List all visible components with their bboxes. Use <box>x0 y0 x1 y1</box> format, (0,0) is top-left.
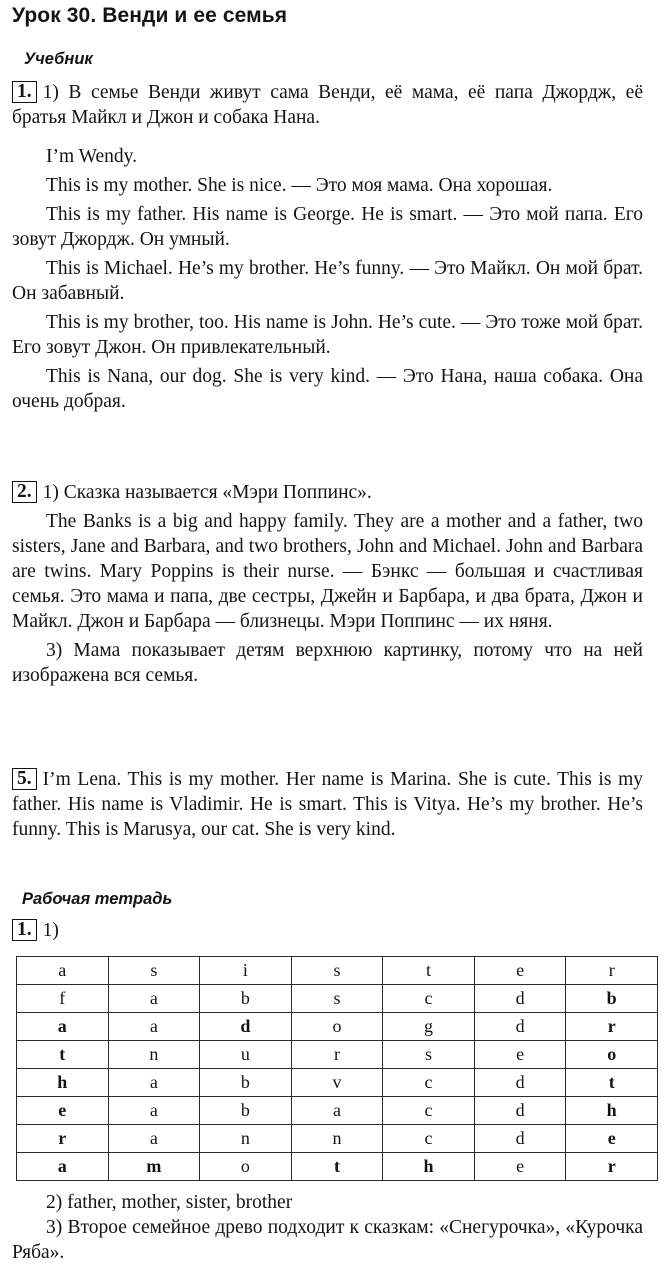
letter-grid-cell: b <box>200 985 292 1013</box>
workbook-exercise-1-heading <box>12 918 643 943</box>
letter-grid-cell: d <box>474 985 566 1013</box>
letter-grid-cell: g <box>383 1013 475 1041</box>
letter-grid-cell: b <box>200 1069 292 1097</box>
letter-grid <box>16 956 658 1181</box>
letter-grid-row <box>17 1097 658 1125</box>
letter-grid-cell: o <box>200 1153 292 1181</box>
exercise-2-text: The Banks is a big and happy family. They are a mother and a father, two sisters, Jane and Barbara, and two brothers, John and Michael. John and Barbara are twins. Mary Poppins is their nurse. — Бэнкс — большая и счастливая семья. Это мама и папа, две сестры, Джейн и Барбара, и два брата, Джон и Майкл. Джон и Барбара — близнецы. Мэри Поппинс — их няня. <box>12 511 643 632</box>
letter-grid-cell: s <box>383 1041 475 1069</box>
workbook-item-1: 1) <box>42 920 59 941</box>
letter-grid-cell: e <box>474 1153 566 1181</box>
exercise-2-textbook <box>12 480 643 688</box>
letter-grid-cell: b <box>200 1097 292 1125</box>
lesson-title: Урок 30. Венди и ее семья <box>12 4 288 27</box>
letter-grid-row <box>17 1013 658 1041</box>
letter-grid-cell: a <box>108 1125 200 1153</box>
letter-grid-row <box>17 1125 658 1153</box>
letter-grid-cell: r <box>566 957 658 985</box>
letter-grid-cell: a <box>108 1097 200 1125</box>
letter-grid-cell: e <box>474 957 566 985</box>
letter-grid-cell: v <box>291 1069 383 1097</box>
letter-grid-cell: c <box>383 1125 475 1153</box>
letter-grid-cell: a <box>108 1013 200 1041</box>
letter-grid-cell: r <box>566 1013 658 1041</box>
letter-grid-cell: n <box>291 1125 383 1153</box>
letter-grid-cell: m <box>108 1153 200 1181</box>
exercise-1-line: This is Nana, our dog. She is very kind. — Это Нана, наша собака. Она очень добрая. <box>12 366 643 412</box>
letter-grid-cell: r <box>566 1153 658 1181</box>
letter-grid-cell: a <box>17 1013 109 1041</box>
workbook-item-2: 2) father, mother, sister, brother <box>46 1192 293 1213</box>
letter-grid-cell: e <box>17 1097 109 1125</box>
exercise-1-intro-text: 1) В семье Венди живут сама Венди, её мама, её папа Джордж, её братья Майкл и Джон и собака Нана. <box>12 82 643 128</box>
letter-grid-cell: d <box>200 1013 292 1041</box>
exercise-5-textbook <box>12 767 643 842</box>
exercise-1-line: This is Michael. He’s my brother. He’s funny. — Это Майкл. Он мой брат. Он забавный. <box>12 258 643 304</box>
letter-grid-cell: h <box>383 1153 475 1181</box>
letter-grid-cell: d <box>474 1069 566 1097</box>
letter-grid-cell: s <box>291 957 383 985</box>
letter-grid-cell: a <box>108 1069 200 1097</box>
exercise-5-paragraph <box>12 767 643 842</box>
letter-grid-cell: s <box>291 985 383 1013</box>
letter-grid-cell: b <box>566 985 658 1013</box>
letter-grid-cell: d <box>474 1125 566 1153</box>
exercise-1-line: This is my father. His name is George. He is smart. — Это мой папа. Его зовут Джордж. Он умный. <box>12 204 643 250</box>
letter-grid-cell: h <box>566 1097 658 1125</box>
letter-grid-cell: h <box>17 1069 109 1097</box>
letter-grid-cell: d <box>474 1097 566 1125</box>
letter-grid-row <box>17 1153 658 1181</box>
exercise-number-box: 5. <box>12 768 37 790</box>
letter-grid-cell: o <box>291 1013 383 1041</box>
exercise-number-box: 1. <box>12 919 37 941</box>
letter-grid-row <box>17 1041 658 1069</box>
letter-grid-cell: a <box>108 985 200 1013</box>
exercise-5-text: I’m Lena. This is my mother. Her name is Marina. She is cute. This is my father. His name is Vladimir. He is smart. This is Vitya. He’s my brother. He’s funny. This is Marusya, our cat. She is very kind. <box>12 769 643 840</box>
exercise-1-line: This is my brother, too. His name is John. He’s cute. — Это тоже мой брат. Его зовут Джон. Он привлекательный. <box>12 312 643 358</box>
letter-grid-cell: a <box>291 1097 383 1125</box>
letter-grid-cell: c <box>383 985 475 1013</box>
letter-grid-cell: r <box>17 1125 109 1153</box>
letter-grid-cell: s <box>108 957 200 985</box>
exercise-1-textbook <box>12 80 643 414</box>
letter-grid-cell: t <box>17 1041 109 1069</box>
workbook-item-3: 3) Второе семейное древо подходит к сказкам: «Снегурочка», «Курочка Ряба». <box>12 1217 643 1263</box>
letter-grid-cell: c <box>383 1069 475 1097</box>
letter-grid-cell: t <box>566 1069 658 1097</box>
workbook-answers <box>12 1190 643 1265</box>
letter-grid-cell: n <box>200 1125 292 1153</box>
exercise-2-item-3: 3) Мама показывает детям верхнюю картинку, потому что на ней изображена вся семья. <box>12 640 643 686</box>
letter-grid-cell: n <box>108 1041 200 1069</box>
workbook-exercise-1-intro <box>12 918 643 943</box>
letter-grid-cell: r <box>291 1041 383 1069</box>
exercise-1-line: This is my mother. She is nice. — Это моя мама. Она хорошая. <box>46 175 553 196</box>
letter-grid-cell: i <box>200 957 292 985</box>
letter-grid-cell: c <box>383 1097 475 1125</box>
letter-grid-cell: u <box>200 1041 292 1069</box>
exercise-number-box: 2. <box>12 481 37 503</box>
exercise-number-box: 1. <box>12 81 37 103</box>
letter-grid-cell: e <box>474 1041 566 1069</box>
exercise-2-intro-text: 1) Сказка называется «Мэри Поппинс». <box>42 482 372 503</box>
letter-grid-cell: d <box>474 1013 566 1041</box>
letter-grid-cell: o <box>566 1041 658 1069</box>
exercise-1-intro <box>12 80 643 130</box>
letter-grid-row <box>17 957 658 985</box>
workbook-section-title: Рабочая тетрадь <box>22 890 173 908</box>
letter-grid-row <box>17 1069 658 1097</box>
letter-grid-cell: t <box>383 957 475 985</box>
letter-grid-cell: f <box>17 985 109 1013</box>
letter-grid-cell: e <box>566 1125 658 1153</box>
exercise-1-line: I’m Wendy. <box>46 146 138 167</box>
letter-grid-cell: t <box>291 1153 383 1181</box>
letter-grid-cell: a <box>17 1153 109 1181</box>
exercise-2-intro <box>12 480 643 505</box>
letter-grid-row <box>17 985 658 1013</box>
letter-grid-cell: a <box>17 957 109 985</box>
textbook-section-title: Учебник <box>24 50 93 68</box>
